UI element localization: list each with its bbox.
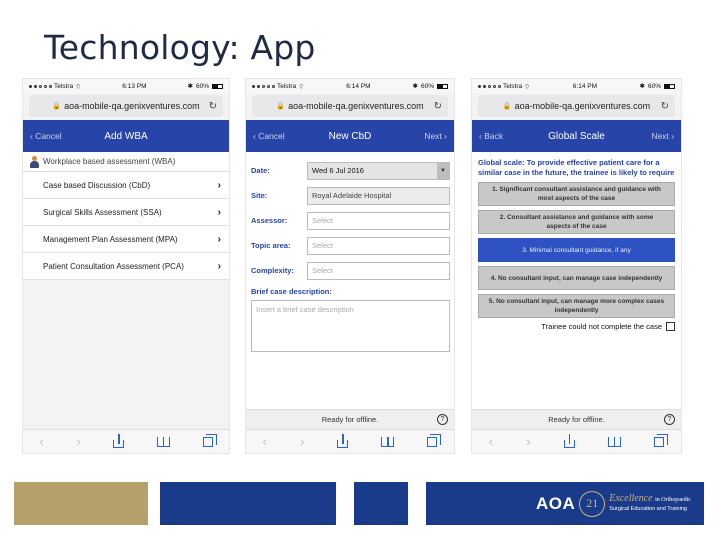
list-item-pca[interactable] [23,253,229,280]
url-text: aoa-mobile-qa.genixventures.com [514,101,651,111]
status-time: 6:14 PM [572,82,598,90]
global-scale-panel [472,152,681,419]
footer-gold-block [14,482,148,525]
date-select[interactable] [307,162,450,180]
back-arrow-icon[interactable]: ‹ [39,434,44,449]
topic-area-label: Topic area: [251,241,291,250]
dropdown-arrow-icon: ▼ [437,163,449,179]
list-item-label: Case based Discussion (CbD) [43,180,151,190]
nav-title: Add WBA [104,130,148,142]
back-button[interactable]: ‹ Back [479,131,504,141]
offline-bar [246,409,454,429]
battery-percent: 60% [420,82,434,90]
reload-icon[interactable]: ↻ [433,100,442,112]
url-bar[interactable] [478,95,675,117]
topic-area-select[interactable]: Select [307,237,450,255]
aoa-logo: AOA [536,493,576,513]
chevron-right-icon: › [217,260,221,272]
could-not-complete-checkbox[interactable] [666,322,675,331]
excellence-line2: Surgical Education and Training [609,505,687,512]
nav-title: New CbD [328,130,372,142]
offline-status: Ready for offline. [321,415,379,424]
scale-option-1[interactable]: 1. Significant consultant assistance and guidance with most aspects of the case [478,182,675,206]
reload-icon[interactable]: ↻ [208,100,217,112]
help-icon[interactable]: ? [437,414,448,425]
url-bar[interactable] [252,95,448,117]
global-scale-intro: Global scale: To provide effective patient care for a similar case in the future, the trainee is likely to require [478,158,675,177]
brief-description-textarea[interactable]: Insert a brief case description [251,300,450,352]
could-not-complete-label: Trainee could not complete the case [541,322,662,331]
status-bar [246,79,454,93]
cancel-button[interactable]: ‹ Cancel [253,131,285,141]
nav-bar [23,120,229,152]
offline-bar [472,409,681,429]
list-item-ssa[interactable] [23,199,229,226]
browser-toolbar [23,429,229,453]
bluetooth-icon: ✱ [639,83,645,90]
date-label: Date: [251,166,270,175]
chevron-right-icon: › [217,179,221,191]
back-arrow-icon[interactable]: ‹ [262,434,267,449]
browser-toolbar [472,429,681,453]
browser-toolbar [246,429,454,453]
share-icon[interactable] [113,436,124,448]
url-text: aoa-mobile-qa.genixventures.com [64,101,200,111]
lock-icon: 🔒 [276,103,286,110]
cancel-button[interactable]: ‹ Cancel [30,131,62,141]
url-bar[interactable] [29,95,223,117]
battery-icon [437,84,448,89]
scale-option-3[interactable]: 3. Minimal consultant guidance, if any [478,238,675,262]
share-icon[interactable] [564,436,575,448]
lock-icon: 🔒 [52,103,62,110]
next-button[interactable]: Next › [651,131,674,141]
bookmarks-icon[interactable] [381,437,394,447]
next-button[interactable]: Next › [424,131,447,141]
status-bar [23,79,229,93]
bluetooth-icon: ✱ [187,83,193,90]
nav-bar [472,120,681,152]
phone-screenshot-add-wba [22,78,230,454]
complexity-label: Complexity: [251,266,294,275]
battery-percent: 60% [647,82,661,90]
wifi-icon: ⌔ [298,83,305,91]
site-label: Site: [251,191,268,200]
forward-arrow-icon[interactable]: › [76,434,81,449]
bookmarks-icon[interactable] [608,437,621,447]
wifi-icon: ⌔ [75,83,82,91]
nav-title: Global Scale [548,130,605,142]
battery-icon [212,84,223,89]
complexity-select[interactable]: Select [307,262,450,280]
chevron-right-icon: › [217,233,221,245]
status-bar [472,79,681,93]
scale-option-5[interactable]: 5. No consultant input, can manage more complex cases independently [478,294,675,318]
tabs-icon[interactable] [427,437,437,447]
url-text: aoa-mobile-qa.genixventures.com [288,101,424,111]
person-icon [29,156,39,168]
could-not-complete-row[interactable] [478,322,675,331]
scale-option-2[interactable]: 2. Consultant assistance and guidance with some aspects of the case [478,210,675,234]
help-icon[interactable]: ? [664,414,675,425]
back-arrow-icon[interactable]: ‹ [488,434,493,449]
bluetooth-icon: ✱ [412,83,418,90]
offline-status: Ready for offline. [548,415,605,424]
cbd-form [246,152,454,419]
forward-arrow-icon[interactable]: › [526,434,531,449]
scale-option-4[interactable]: 4. No consultant input, can manage case independently [478,266,675,290]
bookmarks-icon[interactable] [157,437,170,447]
carrier-label: Telstra [277,82,297,90]
forward-arrow-icon[interactable]: › [299,434,305,449]
list-header-label: Workplace based assessment (WBA) [43,157,176,166]
nav-bar [246,120,454,152]
tabs-icon[interactable] [203,437,213,447]
phone-screenshot-global-scale [471,78,682,454]
phone-screenshot-new-cbd [245,78,455,454]
list-item-cbd[interactable] [23,172,229,199]
list-item-label: Patient Consultation Assessment (PCA) [43,261,184,271]
share-icon[interactable] [337,436,348,448]
battery-percent: 60% [195,82,209,90]
date-value: Wed 6 Jul 2016 [312,166,364,175]
list-item-mpa[interactable] [23,226,229,253]
aoa-21-seal-icon: 21 [579,491,605,517]
lock-icon: 🔒 [502,103,512,110]
list-item-label: Management Plan Assessment (MPA) [43,234,178,244]
assessor-select[interactable]: Select [307,212,450,230]
tabs-icon[interactable] [654,437,664,447]
site-field[interactable]: Royal Adelaide Hospital [307,187,450,205]
footer-blue-block-small [354,482,408,525]
list-header [23,152,229,172]
brief-description-label: Brief case description: [251,287,332,296]
assessor-label: Assessor: [251,216,288,225]
status-time: 6:14 PM [346,82,371,90]
carrier-label: Telstra [54,82,74,90]
reload-icon[interactable]: ↻ [660,100,669,112]
footer-logo-block [426,482,704,525]
battery-icon [664,84,675,89]
excellence-tagline [609,494,691,514]
footer-blue-block [160,482,336,525]
list-item-label: Surgical Skills Assessment (SSA) [43,207,162,217]
excellence-word: Excellence [609,492,653,504]
excellence-suffix: in Orthopaedic [655,496,691,503]
wifi-icon: ⌔ [524,83,531,91]
carrier-label: Telstra [503,82,523,90]
status-time: 6:13 PM [122,82,147,90]
slide-title: Technology: App [44,28,316,67]
chevron-right-icon: › [217,206,221,218]
